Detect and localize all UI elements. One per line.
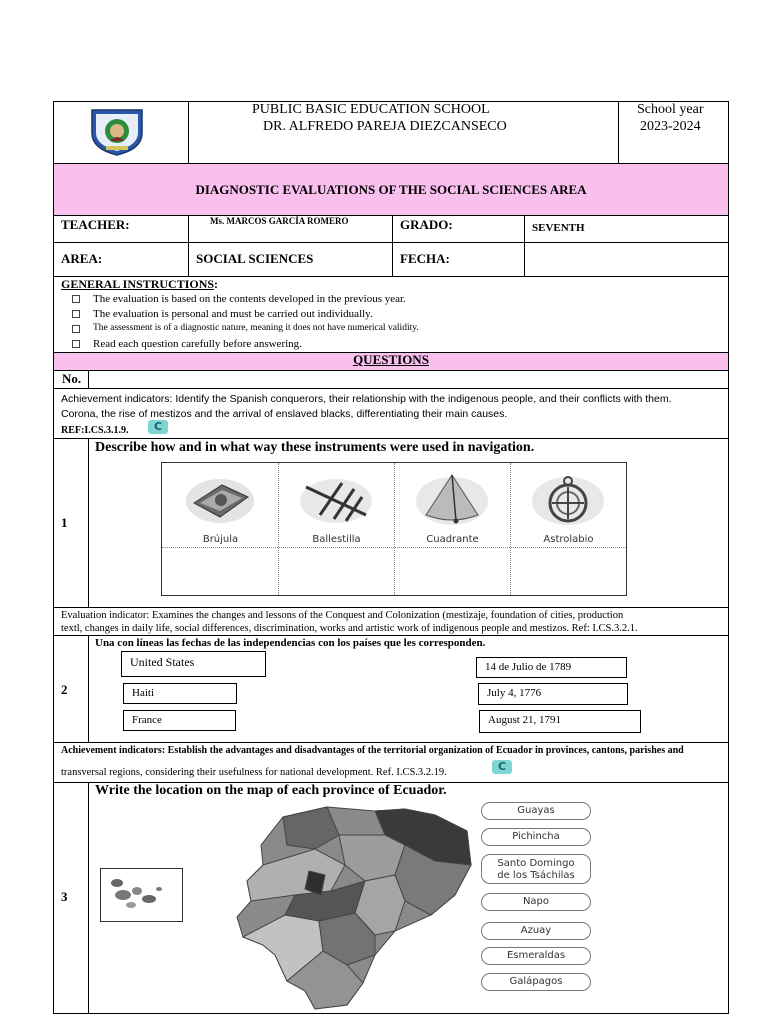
question-number-2: 2 bbox=[61, 682, 68, 697]
school-crest-logo bbox=[84, 107, 150, 157]
province-label-esmeraldas[interactable]: Esmeraldas bbox=[481, 947, 591, 965]
grado-value: SEVENTH bbox=[532, 222, 585, 234]
quadrant-image bbox=[396, 463, 509, 547]
instruction-item: The evaluation is based on the contents developed in the previous year. bbox=[93, 293, 406, 305]
area-label: AREA: bbox=[61, 251, 103, 266]
school-year-label: School year bbox=[637, 102, 704, 117]
school-year-value: 2023-2024 bbox=[640, 119, 701, 134]
question-number-3: 3 bbox=[61, 889, 68, 904]
no-label: No. bbox=[62, 371, 82, 386]
indicator-2: Evaluation indicator: Examines the changes and lessons of the Conquest and Colonization (mestizaje, foundation of cities, production textl, changes in daily life, social differences, discrimination, works and artistic work of indigenous people and mestizos. Ref: I.CS.3.2.1. bbox=[61, 610, 638, 634]
question-1-text: Describe how and in what way these instruments were used in navigation. bbox=[95, 440, 535, 455]
instructions-heading: GENERAL INSTRUCTIONS: bbox=[61, 277, 219, 291]
province-label-santo-domingo[interactable]: Santo Domingo de los Tsáchilas bbox=[481, 854, 591, 884]
fecha-label: FECHA: bbox=[400, 251, 450, 266]
bullet-icon bbox=[72, 340, 80, 348]
document-title: DIAGNOSTIC EVALUATIONS OF THE SOCIAL SCIENCES AREA bbox=[195, 182, 587, 197]
province-label-azuay[interactable]: Azuay bbox=[481, 922, 591, 940]
astrolabe-image bbox=[512, 463, 625, 547]
date-1789[interactable]: 14 de Julio de 1789 bbox=[476, 657, 627, 678]
bullet-icon bbox=[72, 325, 80, 333]
instrument-label: Cuadrante bbox=[426, 534, 479, 545]
school-name-line1: PUBLIC BASIC EDUCATION SCHOOL bbox=[252, 102, 490, 117]
teacher-value: Ms. MARCOS GARCÍA ROMERO bbox=[210, 216, 349, 226]
ref-1: REF:I.CS.3.1.9. bbox=[61, 425, 129, 436]
galapagos-inset-map bbox=[100, 868, 183, 922]
bullet-icon bbox=[72, 295, 80, 303]
country-united-states[interactable]: United States bbox=[121, 651, 266, 677]
country-france[interactable]: France bbox=[123, 710, 236, 731]
instruments-table bbox=[161, 462, 627, 596]
province-label-napo[interactable]: Napo bbox=[481, 893, 591, 911]
province-label-pichincha[interactable]: Pichincha bbox=[481, 828, 591, 846]
instrument-label: Ballestilla bbox=[312, 534, 361, 545]
questions-heading: QUESTIONS bbox=[353, 352, 429, 367]
comment-icon[interactable]: C bbox=[492, 760, 512, 774]
school-name-line2: DR. ALFREDO PAREJA DIEZCANSECO bbox=[263, 119, 507, 134]
date-1791[interactable]: August 21, 1791 bbox=[479, 710, 641, 733]
instruction-item: The evaluation is personal and must be carried out individually. bbox=[93, 308, 373, 320]
question-number-1: 1 bbox=[61, 515, 68, 530]
teacher-label: TEACHER: bbox=[61, 217, 130, 232]
province-label-galapagos[interactable]: Galápagos bbox=[481, 973, 591, 991]
question-2-text: Una con líneas las fechas de las independencias con los países que les corresponden. bbox=[95, 637, 486, 649]
indicator-3: Achievement indicators: Establish the advantages and disadvantages of the territorial organization of Ecuador in provinces, cantons, parishes and bbox=[61, 745, 684, 756]
comment-icon[interactable]: C bbox=[148, 420, 168, 434]
question-3-text: Write the location on the map of each province of Ecuador. bbox=[95, 783, 447, 798]
instruction-item: The assessment is of a diagnostic nature, meaning it does not have numerical validity. bbox=[93, 323, 419, 333]
area-value: SOCIAL SCIENCES bbox=[196, 251, 314, 266]
bullet-icon bbox=[72, 310, 80, 318]
cross-staff-image bbox=[280, 463, 393, 547]
instruction-item: Read each question carefully before answering. bbox=[93, 338, 302, 350]
indicator-3-line2: transversal regions, considering their usefulness for national development. Ref. I.CS.3.2.19. bbox=[61, 767, 447, 778]
ecuador-provinces-map bbox=[235, 805, 475, 1010]
date-1776[interactable]: July 4, 1776 bbox=[478, 683, 628, 705]
indicator-1: Achievement indicators: Identify the Spanish conquerors, their relationship with the indigenous people, and their conflicts with them. Corona, the rise of mestizos and the arrival of enslaved blacks, differentiating their main causes. bbox=[61, 393, 672, 420]
province-label-guayas[interactable]: Guayas bbox=[481, 802, 591, 820]
instrument-label: Brújula bbox=[202, 534, 239, 545]
grado-label: GRADO: bbox=[400, 217, 453, 232]
country-haiti[interactable]: Haiti bbox=[123, 683, 237, 704]
compass-image bbox=[164, 463, 277, 547]
instrument-label: Astrolabio bbox=[543, 534, 594, 545]
